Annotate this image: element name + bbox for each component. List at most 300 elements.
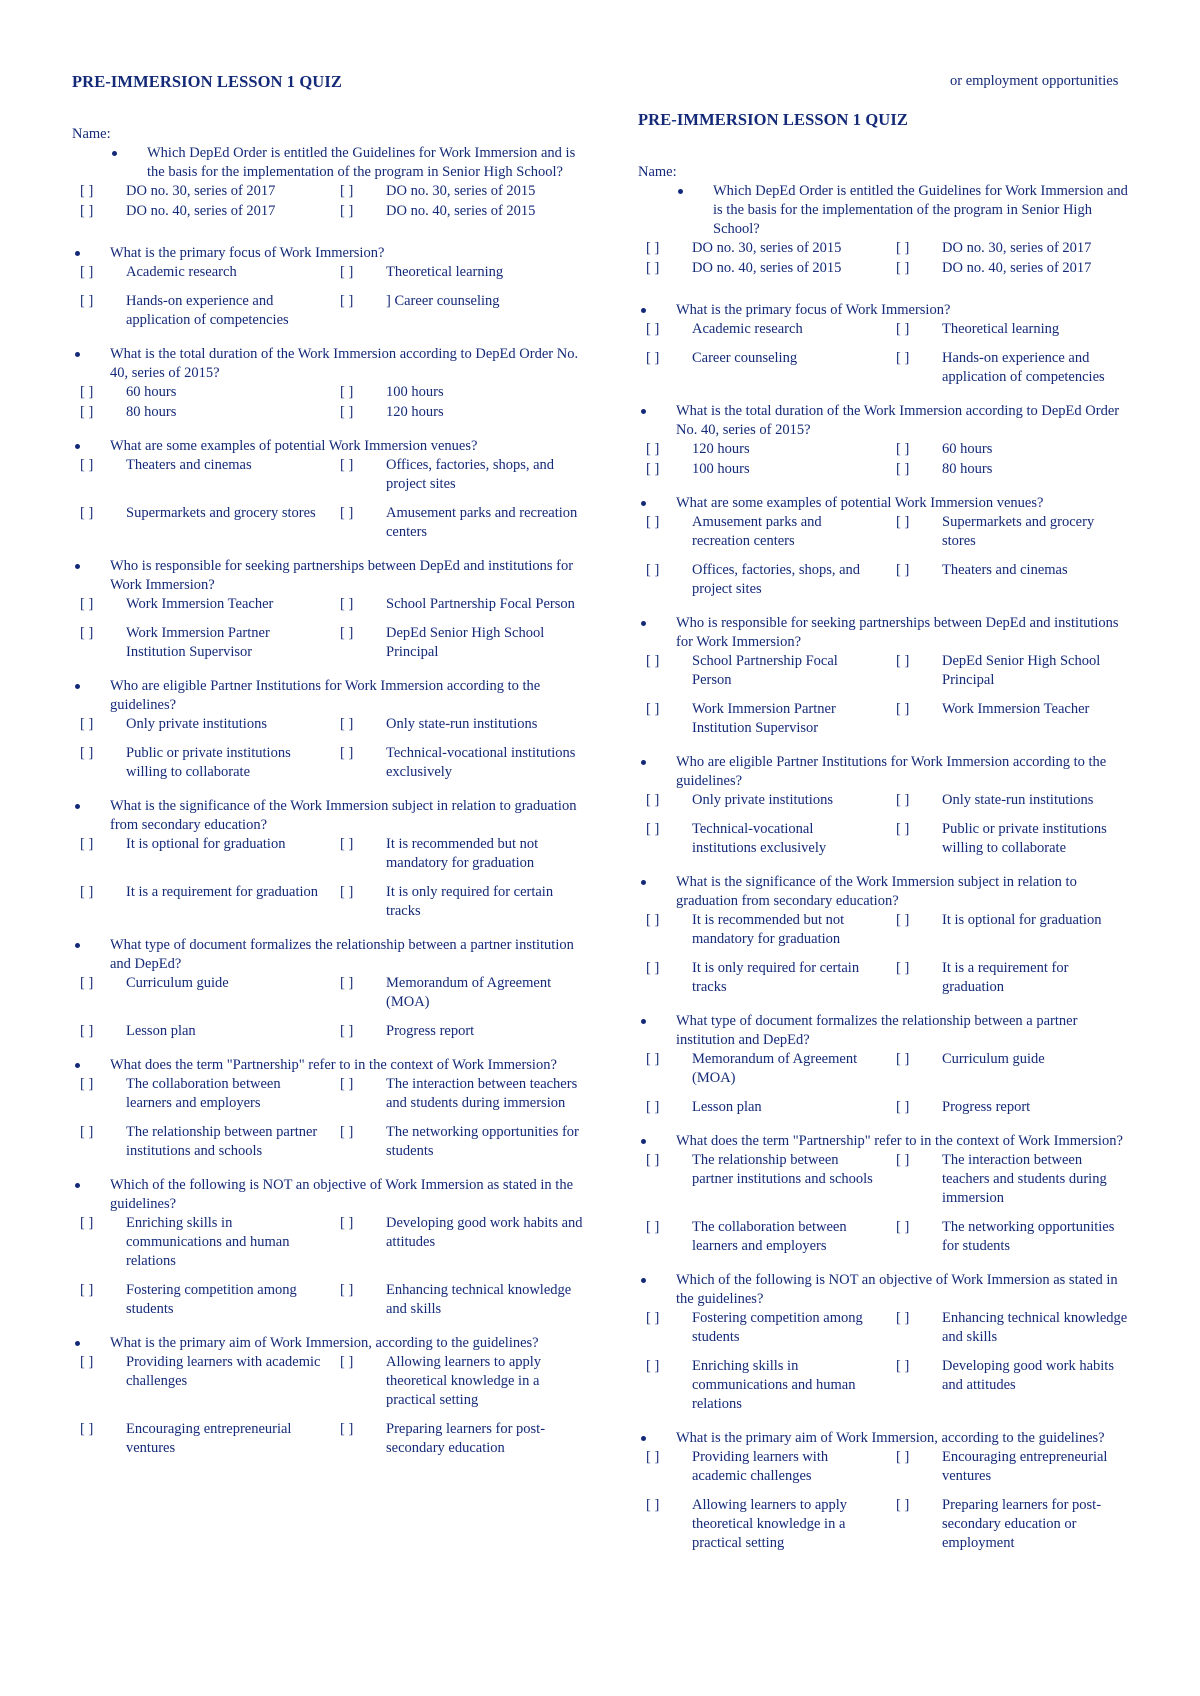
answer-option[interactable] <box>888 1357 1138 1414</box>
bullet-icon <box>72 1334 110 1353</box>
bullet-icon <box>638 753 676 791</box>
option-text: DO no. 40, series of 2017 <box>942 260 1092 276</box>
question-list <box>638 182 1138 1554</box>
checkbox-icon[interactable]: [ ] <box>340 404 354 420</box>
option-text: Only state-run institutions <box>386 716 538 732</box>
checkbox-icon[interactable]: [ ] <box>646 1310 660 1326</box>
answer-option[interactable] <box>638 820 888 858</box>
checkbox-icon[interactable]: [ ] <box>340 1076 354 1092</box>
question-stem <box>638 1429 1138 1448</box>
answer-option[interactable] <box>888 259 1138 278</box>
option-text: Career counseling <box>692 350 798 366</box>
question-item <box>72 936 592 1042</box>
question-stem <box>72 1056 592 1075</box>
option-text: Providing learners with academic challenges <box>126 1354 321 1389</box>
option-text: Lesson plan <box>126 1023 196 1039</box>
answer-option[interactable] <box>638 1357 888 1414</box>
question-list <box>72 144 592 1459</box>
checkbox-icon[interactable]: [ ] <box>80 596 94 612</box>
checkbox-icon[interactable]: [ ] <box>896 1152 910 1168</box>
answer-option[interactable] <box>332 1075 592 1113</box>
checkbox-icon[interactable]: [ ] <box>80 836 94 852</box>
option-text: It is optional for graduation <box>126 836 286 852</box>
checkbox-icon[interactable]: [ ] <box>340 1354 354 1370</box>
question-item <box>638 614 1138 739</box>
checkbox-icon[interactable]: [ ] <box>80 1023 94 1039</box>
checkbox-icon[interactable]: [ ] <box>340 836 354 852</box>
checkbox-icon[interactable]: [ ] <box>646 260 660 276</box>
answer-option[interactable] <box>638 1098 888 1117</box>
option-text: Supermarkets and grocery stores <box>942 514 1095 549</box>
option-text: Work Immersion Teacher <box>126 596 274 612</box>
bullet-icon <box>638 494 676 513</box>
answer-option[interactable] <box>888 1098 1138 1117</box>
answer-option[interactable] <box>638 460 888 479</box>
option-text: Technical-vocational institutions exclusively <box>386 745 576 780</box>
question-item <box>638 301 1138 388</box>
option-text: Enriching skills in communications and human relations <box>692 1358 856 1412</box>
checkbox-icon[interactable]: [ ] <box>646 821 660 837</box>
checkbox-icon[interactable]: [ ] <box>646 1152 660 1168</box>
option-text: Allowing learners to apply theoretical knowledge in a practical setting <box>386 1354 542 1408</box>
option-text: The collaboration between learners and employers <box>126 1076 281 1111</box>
question-stem <box>638 494 1138 513</box>
answer-option[interactable] <box>72 456 332 494</box>
answer-option[interactable] <box>888 1496 1138 1553</box>
checkbox-icon[interactable]: [ ] <box>80 625 94 641</box>
checkbox-icon[interactable]: [ ] <box>340 716 354 732</box>
answer-option[interactable] <box>888 1448 1138 1486</box>
checkbox-icon[interactable]: [ ] <box>80 1215 94 1231</box>
answer-options <box>638 791 1138 859</box>
checkbox-icon[interactable]: [ ] <box>340 293 354 309</box>
option-text: Allowing learners to apply theoretical knowledge in a practical setting <box>692 1497 848 1551</box>
question-item <box>72 797 592 922</box>
question-text: Who are eligible Partner Institutions for Work Immersion according to the guidelines? <box>110 678 541 713</box>
checkbox-icon[interactable]: [ ] <box>646 1051 660 1067</box>
answer-option[interactable] <box>888 561 1138 599</box>
answer-option[interactable] <box>72 1022 332 1041</box>
answer-option[interactable] <box>72 292 332 330</box>
checkbox-icon[interactable]: [ ] <box>340 1023 354 1039</box>
checkbox-icon[interactable]: [ ] <box>340 596 354 612</box>
checkbox-icon[interactable]: [ ] <box>896 1449 910 1465</box>
checkbox-icon[interactable]: [ ] <box>896 562 910 578</box>
checkbox-icon[interactable]: [ ] <box>896 514 910 530</box>
option-text: Academic research <box>692 321 803 337</box>
name-label: Name: <box>72 126 111 142</box>
answer-option[interactable] <box>888 440 1138 459</box>
checkbox-icon[interactable]: [ ] <box>80 505 94 521</box>
answer-option[interactable] <box>72 263 332 282</box>
question-item <box>638 402 1138 480</box>
checkbox-icon[interactable]: [ ] <box>896 321 910 337</box>
option-text: Memorandum of Agreement (MOA) <box>386 975 552 1010</box>
question-item <box>638 1012 1138 1118</box>
checkbox-icon[interactable]: [ ] <box>896 1219 910 1235</box>
option-text: Academic research <box>126 264 237 280</box>
checkbox-icon[interactable]: [ ] <box>80 1076 94 1092</box>
option-text: Memorandum of Agreement (MOA) <box>692 1051 858 1086</box>
answer-option[interactable] <box>638 1448 888 1486</box>
answer-option[interactable] <box>638 561 888 599</box>
question-text: Which of the following is NOT an objective of Work Immersion as stated in the guidelines? <box>676 1272 1118 1307</box>
answer-option[interactable] <box>332 883 592 921</box>
continuation-text: or employment opportunities <box>950 73 1119 89</box>
answer-option[interactable] <box>888 700 1138 738</box>
answer-option[interactable] <box>888 959 1138 997</box>
answer-option[interactable] <box>638 791 888 810</box>
checkbox-icon[interactable]: [ ] <box>340 505 354 521</box>
question-text: Which DepEd Order is entitled the Guidelines for Work Immersion and is the basis for the implementation of the program in Senior High School? <box>713 183 1128 237</box>
answer-options <box>638 652 1138 739</box>
checkbox-icon[interactable]: [ ] <box>340 183 354 199</box>
question-stem <box>72 144 592 182</box>
answer-option[interactable] <box>72 715 332 734</box>
answer-option[interactable] <box>72 835 332 873</box>
question-text: What is the total duration of the Work Immersion according to DepEd Order No. 40, series of 2015? <box>110 346 579 381</box>
checkbox-icon[interactable]: [ ] <box>646 1099 660 1115</box>
answer-option[interactable] <box>72 595 332 614</box>
option-text: Encouraging entrepreneurial ventures <box>126 1421 292 1456</box>
checkbox-icon[interactable]: [ ] <box>80 1282 94 1298</box>
option-text: ] Career counseling <box>386 293 500 309</box>
checkbox-icon[interactable]: [ ] <box>340 384 354 400</box>
option-text: It is recommended but not mandatory for graduation <box>692 912 845 947</box>
checkbox-icon[interactable]: [ ] <box>896 441 910 457</box>
answer-option[interactable] <box>72 504 332 542</box>
question-stem <box>72 1176 592 1214</box>
option-text: DO no. 40, series of 2015 <box>386 203 536 219</box>
answer-option[interactable] <box>638 911 888 949</box>
answer-option[interactable] <box>888 820 1138 858</box>
checkbox-icon[interactable]: [ ] <box>80 884 94 900</box>
answer-option[interactable] <box>332 383 592 402</box>
checkbox-icon[interactable]: [ ] <box>340 1215 354 1231</box>
answer-option[interactable] <box>638 440 888 459</box>
bullet-icon <box>638 402 676 440</box>
question-stem <box>72 437 592 456</box>
option-text: Enhancing technical knowledge and skills <box>942 1310 1128 1345</box>
checkbox-icon[interactable]: [ ] <box>80 745 94 761</box>
answer-option[interactable] <box>888 320 1138 339</box>
answer-option[interactable] <box>72 1281 332 1319</box>
checkbox-icon[interactable]: [ ] <box>340 1282 354 1298</box>
answer-option[interactable] <box>72 1214 332 1271</box>
answer-option[interactable] <box>72 1075 332 1113</box>
bullet-icon <box>72 345 110 383</box>
bullet-icon <box>638 1271 676 1309</box>
checkbox-icon[interactable]: [ ] <box>646 441 660 457</box>
option-text: Only state-run institutions <box>942 792 1094 808</box>
checkbox-icon[interactable]: [ ] <box>896 653 910 669</box>
checkbox-icon[interactable]: [ ] <box>896 912 910 928</box>
checkbox-icon[interactable]: [ ] <box>896 1099 910 1115</box>
bullet-icon <box>638 873 676 911</box>
answer-option[interactable] <box>332 504 592 542</box>
bullet-icon <box>638 1012 676 1050</box>
question-stem <box>72 936 592 974</box>
answer-option[interactable] <box>332 456 592 494</box>
checkbox-icon[interactable]: [ ] <box>80 384 94 400</box>
answer-option[interactable] <box>888 791 1138 810</box>
option-text: DO no. 30, series of 2017 <box>126 183 276 199</box>
answer-option[interactable] <box>332 744 592 782</box>
question-item <box>72 437 592 543</box>
checkbox-icon[interactable]: [ ] <box>80 716 94 732</box>
answer-option[interactable] <box>332 1281 592 1319</box>
checkbox-icon[interactable]: [ ] <box>896 260 910 276</box>
question-text: What does the term "Partnership" refer to in the context of Work Immersion? <box>110 1057 557 1073</box>
checkbox-icon[interactable]: [ ] <box>80 975 94 991</box>
answer-option[interactable] <box>72 1353 332 1410</box>
checkbox-icon[interactable]: [ ] <box>340 264 354 280</box>
bullet-icon <box>72 244 110 263</box>
question-text: What is the primary focus of Work Immersion? <box>110 245 385 261</box>
option-text: Work Immersion Teacher <box>942 701 1090 717</box>
question-stem <box>72 557 592 595</box>
answer-option[interactable] <box>332 1123 592 1161</box>
option-text: It is only required for certain tracks <box>692 960 860 995</box>
answer-option[interactable] <box>638 1050 888 1088</box>
checkbox-icon[interactable]: [ ] <box>646 1219 660 1235</box>
answer-option[interactable] <box>638 320 888 339</box>
option-text: 60 hours <box>942 441 993 457</box>
question-stem <box>72 244 592 263</box>
answer-option[interactable] <box>332 1353 592 1410</box>
checkbox-icon[interactable]: [ ] <box>80 404 94 420</box>
checkbox-icon[interactable]: [ ] <box>340 975 354 991</box>
checkbox-icon[interactable]: [ ] <box>646 960 660 976</box>
answer-option[interactable] <box>638 652 888 690</box>
answer-option[interactable] <box>638 700 888 738</box>
option-text: The interaction between teachers and students during immersion <box>942 1152 1107 1206</box>
answer-option[interactable] <box>332 595 592 614</box>
question-text: What is the total duration of the Work Immersion according to DepEd Order No. 40, series of 2015? <box>676 403 1120 438</box>
answer-option[interactable] <box>72 403 332 422</box>
answer-option[interactable] <box>72 744 332 782</box>
name-label: Name: <box>638 164 677 180</box>
option-text: It is a requirement for graduation <box>126 884 319 900</box>
option-text: 80 hours <box>942 461 993 477</box>
option-text: Preparing learners for post-secondary education <box>386 1421 546 1456</box>
checkbox-icon[interactable]: [ ] <box>340 884 354 900</box>
checkbox-icon[interactable]: [ ] <box>340 1421 354 1437</box>
checkbox-icon[interactable]: [ ] <box>80 183 94 199</box>
answer-option[interactable] <box>888 1151 1138 1208</box>
option-text: It is only required for certain tracks <box>386 884 554 919</box>
checkbox-icon[interactable]: [ ] <box>896 1497 910 1513</box>
quiz-right <box>638 110 1138 1568</box>
answer-option[interactable] <box>638 1496 888 1553</box>
option-text: Theaters and cinemas <box>126 457 252 473</box>
answer-option[interactable] <box>888 460 1138 479</box>
checkbox-icon[interactable]: [ ] <box>340 625 354 641</box>
checkbox-icon[interactable]: [ ] <box>646 701 660 717</box>
answer-option[interactable] <box>638 1218 888 1256</box>
answer-options <box>72 182 592 222</box>
answer-option[interactable] <box>332 263 592 282</box>
checkbox-icon[interactable]: [ ] <box>896 701 910 717</box>
checkbox-icon[interactable]: [ ] <box>896 1310 910 1326</box>
option-text: 60 hours <box>126 384 177 400</box>
checkbox-icon[interactable]: [ ] <box>896 350 910 366</box>
answer-option[interactable] <box>332 835 592 873</box>
answer-option[interactable] <box>72 883 332 921</box>
checkbox-icon[interactable]: [ ] <box>646 1449 660 1465</box>
answer-option[interactable] <box>72 974 332 1012</box>
checkbox-icon[interactable]: [ ] <box>646 653 660 669</box>
question-item <box>72 1176 592 1320</box>
checkbox-icon[interactable]: [ ] <box>80 1421 94 1437</box>
answer-options <box>638 1448 1138 1554</box>
checkbox-icon[interactable]: [ ] <box>646 562 660 578</box>
answer-option[interactable] <box>332 202 592 221</box>
answer-option[interactable] <box>332 715 592 734</box>
answer-option[interactable] <box>72 1420 332 1458</box>
checkbox-icon[interactable]: [ ] <box>646 240 660 256</box>
question-item <box>638 494 1138 600</box>
option-text: DO no. 30, series of 2017 <box>942 240 1092 256</box>
answer-option[interactable] <box>332 624 592 662</box>
checkbox-icon[interactable]: [ ] <box>80 1124 94 1140</box>
answer-option[interactable] <box>638 259 888 278</box>
bullet-icon <box>638 182 713 239</box>
question-stem <box>638 753 1138 791</box>
question-text: Who is responsible for seeking partnerships between DepEd and institutions for Work Immersion? <box>110 558 574 593</box>
answer-option[interactable] <box>332 182 592 201</box>
question-stem <box>72 677 592 715</box>
checkbox-icon[interactable]: [ ] <box>340 1124 354 1140</box>
checkbox-icon[interactable]: [ ] <box>80 203 94 219</box>
answer-option[interactable] <box>638 349 888 387</box>
question-item <box>638 182 1138 279</box>
answer-option[interactable] <box>332 1420 592 1458</box>
checkbox-icon[interactable]: [ ] <box>896 1051 910 1067</box>
checkbox-icon[interactable]: [ ] <box>646 1497 660 1513</box>
answer-options <box>638 1309 1138 1415</box>
answer-option[interactable] <box>888 349 1138 387</box>
checkbox-icon[interactable]: [ ] <box>646 514 660 530</box>
option-text: 120 hours <box>386 404 444 420</box>
checkbox-icon[interactable]: [ ] <box>80 1354 94 1370</box>
answer-option[interactable] <box>72 383 332 402</box>
checkbox-icon[interactable]: [ ] <box>896 792 910 808</box>
option-text: Progress report <box>942 1099 1031 1115</box>
checkbox-icon[interactable]: [ ] <box>80 293 94 309</box>
answer-option[interactable] <box>332 974 592 1012</box>
answer-options <box>72 456 592 543</box>
checkbox-icon[interactable]: [ ] <box>646 792 660 808</box>
option-text: Fostering competition among students <box>126 1282 297 1317</box>
answer-option[interactable] <box>888 1218 1138 1256</box>
checkbox-icon[interactable]: [ ] <box>646 912 660 928</box>
answer-option[interactable] <box>638 959 888 997</box>
answer-option[interactable] <box>638 1309 888 1347</box>
option-text: It is recommended but not mandatory for graduation <box>386 836 539 871</box>
question-stem <box>72 345 592 383</box>
bullet-icon <box>72 437 110 456</box>
quiz-left <box>72 72 592 1473</box>
checkbox-icon[interactable]: [ ] <box>896 240 910 256</box>
answer-option[interactable] <box>638 1151 888 1208</box>
option-text: Theoretical learning <box>386 264 504 280</box>
answer-option[interactable] <box>888 1050 1138 1088</box>
checkbox-icon[interactable]: [ ] <box>646 321 660 337</box>
checkbox-icon[interactable]: [ ] <box>80 264 94 280</box>
answer-options <box>638 911 1138 998</box>
option-text: Offices, factories, shops, and project sites <box>386 457 555 492</box>
checkbox-icon[interactable]: [ ] <box>80 457 94 473</box>
answer-option[interactable] <box>332 1022 592 1041</box>
answer-option[interactable] <box>332 292 592 330</box>
question-item <box>72 677 592 783</box>
question-stem <box>638 1012 1138 1050</box>
answer-options <box>72 595 592 663</box>
question-item <box>638 1271 1138 1415</box>
question-text: Which of the following is NOT an objective of Work Immersion as stated in the guidelines? <box>110 1177 574 1212</box>
checkbox-icon[interactable]: [ ] <box>896 1358 910 1374</box>
option-text: Providing learners with academic challenges <box>692 1449 829 1484</box>
answer-option[interactable] <box>888 652 1138 690</box>
checkbox-icon[interactable]: [ ] <box>896 461 910 477</box>
question-text: Which DepEd Order is entitled the Guidelines for Work Immersion and is the basis for the implementation of the program in Senior High School? <box>147 145 576 180</box>
answer-option[interactable] <box>72 182 332 201</box>
quiz-title: PRE-IMMERSION LESSON 1 QUIZ <box>638 110 908 129</box>
question-text: What is the primary aim of Work Immersion, according to the guidelines? <box>110 1335 539 1351</box>
answer-option[interactable] <box>332 403 592 422</box>
answer-option[interactable] <box>72 624 332 662</box>
answer-option[interactable] <box>888 1309 1138 1347</box>
checkbox-icon[interactable]: [ ] <box>340 745 354 761</box>
option-text: Public or private institutions willing to collaborate <box>942 821 1107 856</box>
question-text: Who are eligible Partner Institutions for Work Immersion according to the guidelines? <box>676 754 1107 789</box>
bullet-icon <box>638 614 676 652</box>
checkbox-icon[interactable]: [ ] <box>896 821 910 837</box>
checkbox-icon[interactable]: [ ] <box>646 350 660 366</box>
option-text: Hands-on experience and application of competencies <box>126 293 289 328</box>
bullet-icon <box>72 557 110 595</box>
checkbox-icon[interactable]: [ ] <box>646 1358 660 1374</box>
question-stem <box>638 182 1138 239</box>
bullet-icon <box>638 301 676 320</box>
answer-option[interactable] <box>638 513 888 551</box>
option-text: It is optional for graduation <box>942 912 1102 928</box>
checkbox-icon[interactable]: [ ] <box>340 457 354 473</box>
question-stem <box>638 301 1138 320</box>
answer-option[interactable] <box>72 1123 332 1161</box>
question-text: What is the primary aim of Work Immersion, according to the guidelines? <box>676 1430 1105 1446</box>
option-text: Technical-vocational institutions exclusively <box>692 821 827 856</box>
bullet-icon <box>72 144 147 182</box>
question-item <box>638 753 1138 859</box>
answer-option[interactable] <box>888 911 1138 949</box>
checkbox-icon[interactable]: [ ] <box>896 960 910 976</box>
checkbox-icon[interactable]: [ ] <box>646 461 660 477</box>
bullet-icon <box>638 1429 676 1448</box>
option-text: DO no. 30, series of 2015 <box>692 240 842 256</box>
question-item <box>638 1429 1138 1554</box>
question-item <box>638 873 1138 998</box>
checkbox-icon[interactable]: [ ] <box>340 203 354 219</box>
option-text: Curriculum guide <box>126 975 229 991</box>
answer-option[interactable] <box>638 239 888 258</box>
answer-option[interactable] <box>332 1214 592 1271</box>
question-stem <box>638 614 1138 652</box>
answer-option[interactable] <box>888 239 1138 258</box>
answer-option[interactable] <box>888 513 1138 551</box>
answer-option[interactable] <box>72 202 332 221</box>
